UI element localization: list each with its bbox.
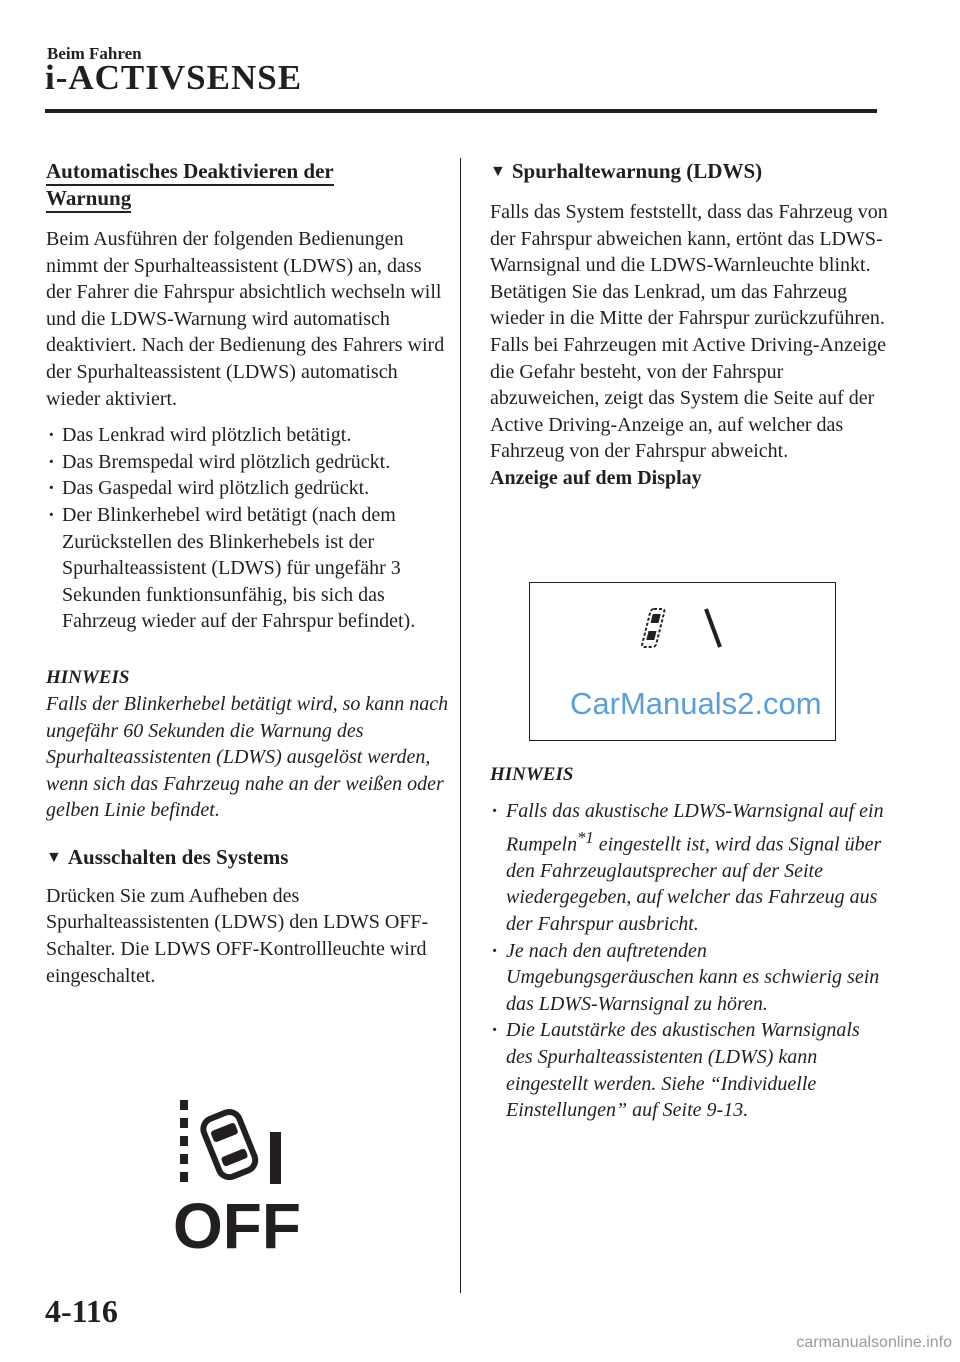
right-column [490,158,890,492]
list-item: · Die Lautstärke des akustischen Warnsignals des Spurhalteassistenten (LDWS) kann eingestellt werden. Siehe “Individuelle Einstellungen” auf Seite 9-13. [490,1017,890,1123]
title-rule [45,109,877,113]
page-number: 4-116 [45,1293,118,1329]
right-note [490,762,890,1124]
list-item: · Das Gaspedal wird plötzlich gedrückt. [46,475,451,502]
display-heading: Anzeige auf dem Display [490,466,702,489]
heading-text: Spurhaltewarnung (LDWS) [511,159,763,183]
watermark-text: CarManuals2.com [570,686,822,721]
display-illustration [529,582,836,741]
heading-text: Ausschalten des Systems [67,844,289,869]
turn-off-paragraph: Drücken Sie zum Aufheben des Spurhalteassistenten (LDWS) den LDWS OFF-Schalter. Die LDWS OFF-Kontrollleuchte wird eingeschaltet. [46,884,429,987]
section-label: Beim Fahren [47,44,142,63]
ldws-paragraph: Falls das System feststellt, dass das Fahrzeug von der Fahrspur abweichen kann, ertönt das LDWS-Warnsignal und die LDWS-Warnleuchte blinkt. Betätigen Sie das Lenkrad, um das Fahrzeug wieder in die Mitte der Fahrspur zurückzuführen. Falls bei Fahrzeugen mit Active Driving-Anzeige die Gefahr besteht, von der Fahrspur abzuweichen, zeigt das System die Seite auf der Active Driving-Anzeige an, auf welcher das Fahrzeug von der Fahrspur abweicht. [490,201,888,463]
heading-line-2: Warnung [46,186,131,213]
list-item: · Der Blinkerhebel wird betätigt (nach dem Zurückstellen des Blinkerhebels ist der Spurhalteassistent (LDWS) für ungefähr 3 Sekunden funktionsunfähig, bis sich das Fahrzeug wieder auf der Fahrspur befindet). [46,502,451,635]
intro-paragraph: Beim Ausführen der folgenden Bedienungen nimmt der Spurhalteassistent (LDWS) an, dass der Fahrer die Fahrspur absichtlich wechseln will und die LDWS-Warnung wird automatisch deaktiviert. Nach der Bedienung des Fahrers wird der Spurhalteassistent (LDWS) automatisch wieder aktiviert. [46,228,445,410]
note-heading: HINWEIS [490,764,574,785]
heading-line-1: Automatisches Deaktivieren der [46,159,334,186]
triangle-marker-icon: ▼ [46,848,62,866]
list-item: · Falls das akustische LDWS-Warnsignal auf ein Rumpeln$^{*1}$ eingestellt ist, wird das Signal über den Fahrzeuglautsprecher auf der Seite wiedergegeben, auf welcher das Fahrzeug aus der Fahrspur ausbricht. [490,798,890,938]
section-heading-ldws [490,158,890,185]
condition-list [46,422,451,635]
triangle-marker-icon: ▼ [490,163,506,180]
section-heading-auto-deactivate [46,158,451,212]
page-title: i-ACTIVSENSE [45,58,303,97]
list-item: · Das Bremspedal wird plötzlich gedrückt. [46,449,451,476]
note-list [490,798,890,1124]
list-item: · Das Lenkrad wird plötzlich betätigt. [46,422,451,449]
note-text: Falls der Blinkerhebel betätigt wird, so kann nach ungefähr 60 Sekunden die Warnung des Spurhalteassistenten (LDWS) ausgelöst werden, wenn sich das Fahrzeug nahe an der weißen oder gelben Linie befindet. [46,692,449,822]
footnote-marker: *1 [577,827,594,847]
site-watermark: carmanualsonline.info [796,1334,952,1351]
column-divider [460,158,461,1293]
lane-departure-icon [638,605,748,655]
left-column [46,158,451,989]
ldws-off-indicator-icon [172,1100,302,1250]
list-item: · Je nach den auftretenden Umgebungsgeräuschen kann es schwierig sein das LDWS-Warnsignal zu hören. [490,938,890,1018]
note-heading: HINWEIS [46,666,130,688]
off-label: OFF [173,1190,301,1250]
section-heading-turn-off [46,844,451,871]
